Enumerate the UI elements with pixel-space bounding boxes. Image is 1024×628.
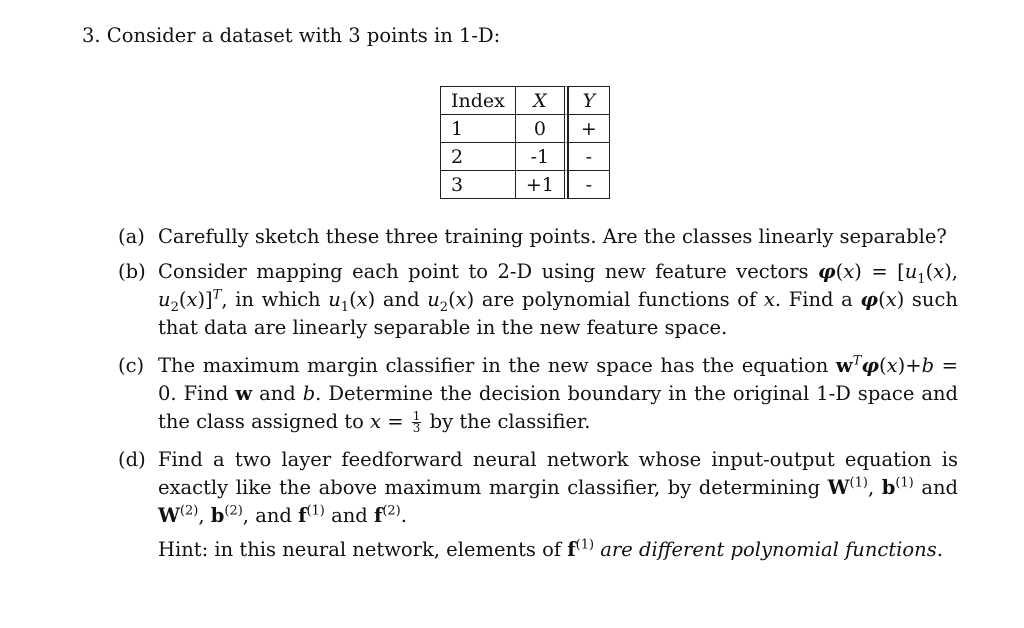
- part-b-text-5: . Find a: [774, 288, 861, 311]
- dataset-table: [440, 86, 610, 199]
- phi-symbol: φ: [818, 260, 836, 283]
- part-a: [118, 223, 958, 251]
- part-b-text-2: in which: [235, 288, 329, 311]
- part-b: [118, 258, 958, 342]
- table-row: [440, 114, 610, 142]
- part-c-text: The maximum margin classifier in the new space has the equation $w^T\varphi(x)+b = 0$. Find w and b. Determine the decision boundary in the original 1-D space and the class assigned to x = $\frac{1}{3}$ by the classifier.: [158, 353, 958, 435]
- table-header-row: [440, 86, 610, 114]
- part-d-text-4: .: [400, 504, 407, 527]
- table-row: [440, 142, 610, 170]
- header-x: X: [515, 86, 568, 114]
- part-a-text: Carefully sketch these three training points. Are the classes linearly separable?: [158, 225, 947, 248]
- part-c-text-2: Find: [183, 382, 236, 405]
- cell-index: 1: [440, 114, 515, 142]
- part-b-text-1: Consider mapping each point to 2-D using new feature vectors: [158, 260, 819, 283]
- part-c-text-3: and: [252, 382, 303, 405]
- header-index: Index: [440, 86, 515, 114]
- part-c: [118, 352, 958, 436]
- part-d-text-2: , and: [242, 504, 299, 527]
- cell-x: 0: [515, 114, 568, 142]
- part-d-text-1: Find a two layer feedforward neural network whose input-output equation is exactly like the above maximum margin classifier, by determining: [158, 448, 958, 499]
- table-row: [440, 170, 610, 199]
- part-b-text-4: are polynomial functions of: [474, 288, 764, 311]
- part-c-text-1: The maximum margin classifier in the new space has the equation: [158, 354, 836, 377]
- hint-text-1: Hint: in this neural network, elements of: [158, 538, 568, 561]
- hint-text-2: are different polynomial functions.: [594, 538, 943, 561]
- part-d-label: (d): [118, 448, 146, 471]
- part-b-text: Consider mapping each point to 2-D using new feature vectors $\varphi(x) = [u_1(x)$, $u_2(x)]^T$, in which $u_1(x)$ and $u_2(x)$ are polynomial functions of x. Find a φ(x) such that data are linearly separable in the new feature space.: [158, 260, 958, 339]
- cell-y: -: [568, 170, 610, 199]
- cell-y: -: [568, 142, 610, 170]
- part-a-label: (a): [118, 225, 145, 248]
- part-d: [118, 446, 958, 564]
- part-b-text-3: and: [375, 288, 428, 311]
- part-b-text-6: such that data are linearly separable in the new feature space.: [158, 288, 958, 339]
- cell-y: +: [568, 114, 610, 142]
- part-c-text-4: . Determine the decision boundary in the original 1-D space and the class assigned to: [158, 382, 958, 433]
- cell-x: +1: [515, 170, 568, 199]
- part-d-text: Find a two layer feedforward neural network whose input-output equation is exactly like the above maximum margin classifier, by determining $W^{(1)}$, $b^{(1)}$ and $W^{(2)}$, $b^{(2)}$, and $f^{(1)}$ and $f^{(2)}$.: [158, 448, 958, 527]
- part-c-text-5: by the classifier.: [423, 410, 591, 433]
- problem-title: 3. Consider a dataset with 3 points in 1-D:: [82, 24, 501, 47]
- cell-index: 2: [440, 142, 515, 170]
- part-d-text-3: and: [324, 504, 374, 527]
- cell-x: -1: [515, 142, 568, 170]
- cell-index: 3: [440, 170, 515, 199]
- header-y: Y: [568, 86, 610, 114]
- part-d-hint: Hint: in this neural network, elements of $f^{(1)}$ are different polynomial functions.: [158, 537, 943, 561]
- part-c-label: (c): [118, 354, 145, 377]
- fraction-one-third: $\frac{1}{3}$: [412, 409, 421, 435]
- part-b-label: (b): [118, 260, 146, 283]
